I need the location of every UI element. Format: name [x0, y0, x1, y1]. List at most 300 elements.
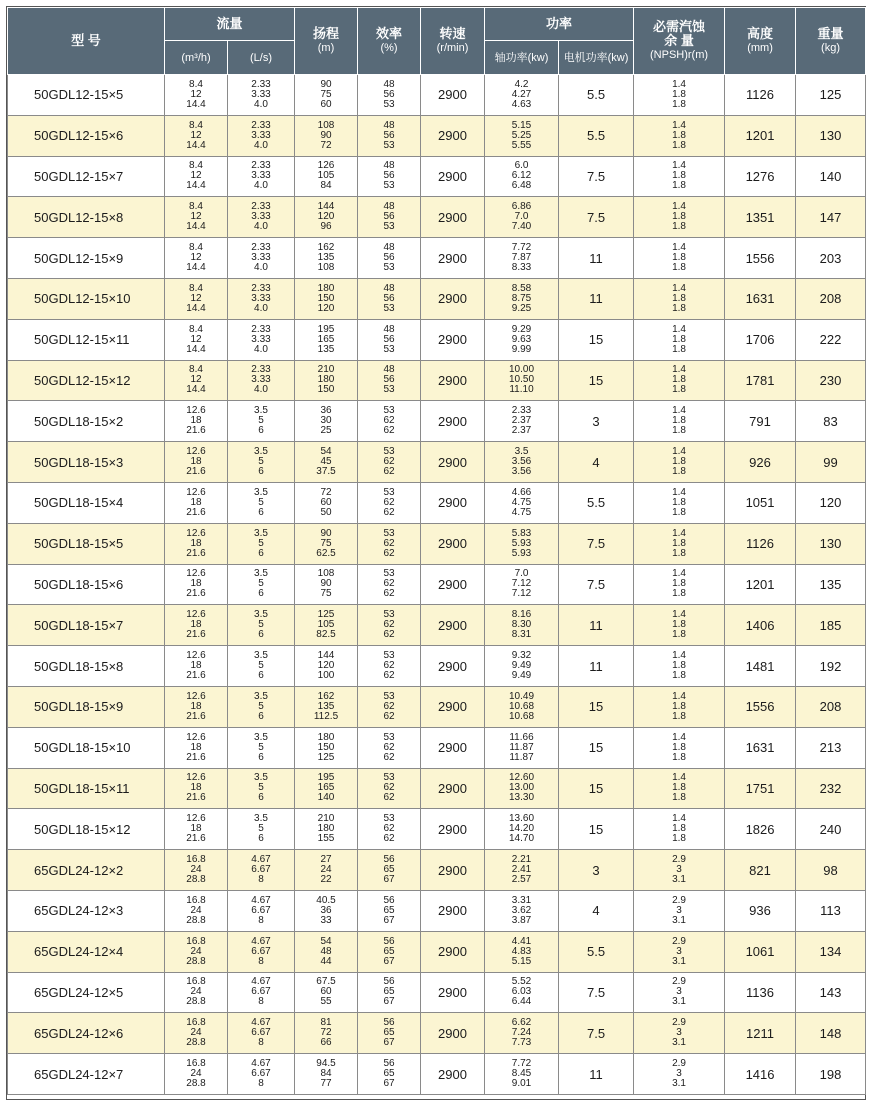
cell-value: 56 — [383, 854, 395, 866]
cell-value: 2.9 — [672, 1058, 686, 1070]
table-row — [8, 646, 866, 687]
speed-cell: 2900 — [421, 401, 485, 442]
cell-value: 14.4 — [186, 139, 206, 151]
cell-value: 1.4 — [672, 813, 686, 825]
cell-value: 2.37 — [511, 415, 532, 427]
speed-cell: 2900 — [421, 523, 485, 564]
cell-value: 53 — [383, 302, 395, 314]
efficiency-cell — [358, 809, 421, 850]
table-body — [8, 75, 866, 1095]
cell-value: 1.8 — [672, 180, 686, 192]
motor-power-cell: 7.5 — [559, 523, 634, 564]
cell-value: 1.8 — [672, 578, 686, 590]
cell-value: 53 — [383, 813, 395, 825]
speed-cell: 2900 — [421, 809, 485, 850]
motor-power-cell: 7.5 — [559, 197, 634, 238]
height-cell: 1706 — [725, 319, 796, 360]
cell-value: 62 — [383, 670, 395, 682]
cell-value: 56 — [383, 170, 395, 182]
flow-ls-cell — [228, 646, 295, 687]
cell-value: 3.5 — [254, 813, 268, 825]
cell-value: 1.8 — [672, 629, 686, 641]
npsh-cell — [634, 319, 725, 360]
header-npsh-line2: 余 量 — [664, 33, 694, 48]
cell-value: 62 — [383, 619, 395, 631]
cell-value: 48 — [383, 201, 395, 213]
flow-m3h-cell — [165, 727, 228, 768]
cell-value: 8 — [258, 996, 264, 1008]
model-cell: 65GDL24-12×7 — [8, 1054, 165, 1095]
weight-cell: 98 — [796, 850, 866, 891]
weight-cell: 240 — [796, 809, 866, 850]
motor-power-cell: 15 — [559, 686, 634, 727]
cell-value: 6 — [258, 792, 264, 804]
weight-cell: 143 — [796, 972, 866, 1013]
cell-value: 7.24 — [511, 1027, 532, 1039]
header-head-unit: (m) — [317, 42, 335, 54]
cell-value: 6 — [258, 547, 264, 559]
speed-cell: 2900 — [421, 646, 485, 687]
cell-value: 8.4 — [189, 242, 203, 254]
cell-value: 120 — [317, 302, 335, 314]
efficiency-cell — [358, 360, 421, 401]
cell-value: 48 — [383, 242, 395, 254]
header-npsh-line1: 必需汽蚀 — [653, 19, 706, 34]
cell-value: 6 — [258, 833, 264, 845]
motor-power-cell: 11 — [559, 646, 634, 687]
npsh-cell — [634, 401, 725, 442]
cell-value: 62 — [383, 660, 395, 672]
cell-value: 1.8 — [672, 823, 686, 835]
cell-value: 4.41 — [511, 935, 532, 947]
cell-value: 1.4 — [672, 772, 686, 784]
height-cell: 1406 — [725, 605, 796, 646]
cell-value: 7.12 — [511, 588, 532, 600]
cell-value: 1.8 — [672, 660, 686, 672]
header-flow-unit-m3h: (m³/h) — [165, 41, 228, 75]
cell-value: 6 — [258, 466, 264, 478]
cell-value: 24 — [190, 1068, 202, 1080]
cell-value: 90 — [320, 527, 332, 539]
cell-value: 3.1 — [672, 874, 686, 886]
motor-power-cell: 7.5 — [559, 156, 634, 197]
cell-value: 8 — [258, 955, 264, 967]
shaft-power-cell — [485, 809, 559, 850]
cell-value: 1.8 — [672, 384, 686, 396]
cell-value: 37.5 — [316, 466, 336, 478]
cell-value: 60 — [320, 496, 332, 508]
cell-value: 60 — [320, 98, 332, 110]
height-cell: 1126 — [725, 523, 796, 564]
header-motor-power: 电机功率(kw) — [559, 41, 634, 75]
cell-value: 105 — [317, 619, 335, 631]
cell-value: 2.57 — [511, 874, 532, 886]
cell-value: 13.00 — [509, 782, 535, 794]
cell-value: 10.49 — [509, 690, 535, 702]
cell-value: 108 — [317, 262, 335, 274]
npsh-cell — [634, 442, 725, 483]
flow-m3h-cell — [165, 809, 228, 850]
cell-value: 62 — [383, 710, 395, 722]
flow-m3h-cell — [165, 278, 228, 319]
cell-value: 210 — [317, 813, 335, 825]
model-cell: 50GDL18-15×4 — [8, 482, 165, 523]
cell-value: 8.31 — [511, 629, 532, 641]
flow-ls-cell — [228, 360, 295, 401]
flow-ls-cell — [228, 197, 295, 238]
cell-value: 4.63 — [511, 98, 532, 110]
motor-power-cell: 7.5 — [559, 1013, 634, 1054]
cell-value: 56 — [383, 935, 395, 947]
cell-value: 2.21 — [511, 854, 532, 866]
npsh-cell — [634, 890, 725, 931]
cell-value: 22 — [320, 874, 332, 886]
cell-value: 1.8 — [672, 170, 686, 182]
cell-value: 18 — [190, 782, 202, 794]
pump-spec-table — [7, 7, 866, 1095]
flow-ls-cell — [228, 931, 295, 972]
cell-value: 53 — [383, 180, 395, 192]
speed-cell: 2900 — [421, 890, 485, 931]
cell-value: 1.8 — [672, 211, 686, 223]
weight-cell: 198 — [796, 1054, 866, 1095]
cell-value: 1.8 — [672, 496, 686, 508]
cell-value: 14.4 — [186, 98, 206, 110]
cell-value: 5 — [258, 823, 264, 835]
cell-value: 5 — [258, 415, 264, 427]
cell-value: 10.68 — [509, 710, 535, 722]
npsh-cell — [634, 727, 725, 768]
cell-value: 8.4 — [189, 282, 203, 294]
cell-value: 12 — [190, 333, 202, 345]
npsh-cell — [634, 850, 725, 891]
cell-value: 62 — [383, 833, 395, 845]
cell-value: 4.0 — [254, 221, 268, 233]
cell-value: 67 — [383, 1037, 395, 1049]
cell-value: 30 — [320, 415, 332, 427]
efficiency-cell — [358, 1054, 421, 1095]
cell-value: 1.8 — [672, 415, 686, 427]
cell-value: 3.5 — [254, 486, 268, 498]
cell-value: 53 — [383, 650, 395, 662]
head-cell — [295, 442, 358, 483]
npsh-cell — [634, 768, 725, 809]
head-cell — [295, 1013, 358, 1054]
cell-value: 2.33 — [251, 282, 271, 294]
cell-value: 1.8 — [672, 88, 686, 100]
shaft-power-cell — [485, 1054, 559, 1095]
height-cell: 1631 — [725, 278, 796, 319]
motor-power-cell: 15 — [559, 809, 634, 850]
flow-ls-cell — [228, 1054, 295, 1095]
height-cell: 1826 — [725, 809, 796, 850]
cell-value: 2.33 — [251, 201, 271, 213]
cell-value: 1.8 — [672, 700, 686, 712]
cell-value: 1.8 — [672, 252, 686, 264]
cell-value: 12.6 — [186, 405, 206, 417]
cell-value: 54 — [320, 935, 332, 947]
motor-power-cell: 15 — [559, 768, 634, 809]
cell-value: 21.6 — [186, 710, 206, 722]
speed-cell: 2900 — [421, 442, 485, 483]
head-cell — [295, 972, 358, 1013]
cell-value: 72 — [320, 1027, 332, 1039]
flow-m3h-cell — [165, 238, 228, 279]
cell-value: 94.5 — [316, 1058, 336, 1070]
cell-value: 16.8 — [186, 976, 206, 988]
cell-value: 48 — [383, 160, 395, 172]
cell-value: 9.49 — [511, 670, 532, 682]
cell-value: 75 — [320, 588, 332, 600]
cell-value: 14.20 — [509, 823, 535, 835]
cell-value: 4.67 — [251, 1058, 271, 1070]
flow-ls-cell — [228, 319, 295, 360]
cell-value: 33 — [320, 914, 332, 926]
height-cell: 1126 — [725, 75, 796, 116]
weight-cell: 148 — [796, 1013, 866, 1054]
shaft-power-cell — [485, 850, 559, 891]
model-cell: 50GDL12-15×9 — [8, 238, 165, 279]
cell-value: 2.9 — [672, 894, 686, 906]
flow-ls-cell — [228, 768, 295, 809]
cell-value: 2.37 — [511, 425, 532, 437]
cell-value: 108 — [317, 568, 335, 580]
motor-power-cell: 4 — [559, 442, 634, 483]
cell-value: 7.0 — [514, 568, 529, 580]
header-weight-label: 重量 — [817, 26, 844, 41]
npsh-cell — [634, 931, 725, 972]
speed-cell: 2900 — [421, 1013, 485, 1054]
efficiency-cell — [358, 482, 421, 523]
cell-value: 53 — [383, 568, 395, 580]
flow-m3h-cell — [165, 768, 228, 809]
cell-value: 180 — [317, 731, 335, 743]
cell-value: 48 — [383, 78, 395, 90]
cell-value: 36 — [320, 405, 332, 417]
cell-value: 62 — [383, 496, 395, 508]
cell-value: 108 — [317, 119, 335, 131]
cell-value: 7.87 — [511, 252, 532, 264]
cell-value: 84 — [320, 1068, 332, 1080]
cell-value: 12.6 — [186, 446, 206, 458]
efficiency-cell — [358, 646, 421, 687]
cell-value: 9.32 — [511, 650, 532, 662]
shaft-power-cell — [485, 115, 559, 156]
flow-ls-cell — [228, 1013, 295, 1054]
cell-value: 11.10 — [509, 384, 534, 396]
flow-m3h-cell — [165, 931, 228, 972]
height-cell: 1061 — [725, 931, 796, 972]
table-row — [8, 850, 866, 891]
cell-value: 1.8 — [672, 833, 686, 845]
shaft-power-cell — [485, 401, 559, 442]
model-cell: 50GDL18-15×10 — [8, 727, 165, 768]
cell-value: 1.4 — [672, 364, 686, 376]
cell-value: 12 — [190, 292, 202, 304]
weight-cell: 130 — [796, 115, 866, 156]
cell-value: 126 — [317, 160, 335, 172]
head-cell — [295, 1054, 358, 1095]
speed-cell: 2900 — [421, 482, 485, 523]
cell-value: 165 — [317, 782, 335, 794]
cell-value: 21.6 — [186, 506, 206, 518]
cell-value: 67 — [383, 1078, 395, 1090]
cell-value: 53 — [383, 221, 395, 233]
speed-cell: 2900 — [421, 850, 485, 891]
weight-cell: 134 — [796, 931, 866, 972]
cell-value: 1.8 — [672, 302, 686, 314]
cell-value: 2.41 — [511, 864, 532, 876]
head-cell — [295, 768, 358, 809]
cell-value: 62 — [383, 547, 395, 559]
cell-value: 56 — [383, 292, 395, 304]
speed-cell: 2900 — [421, 238, 485, 279]
header-power: 功率 — [485, 8, 634, 41]
cell-value: 62 — [383, 700, 395, 712]
cell-value: 24 — [190, 904, 202, 916]
cell-value: 14.4 — [186, 384, 206, 396]
table-row — [8, 564, 866, 605]
cell-value: 11.87 — [509, 741, 534, 753]
shaft-power-cell — [485, 646, 559, 687]
npsh-cell — [634, 360, 725, 401]
cell-value: 10.68 — [509, 700, 535, 712]
cell-value: 6.86 — [511, 201, 532, 213]
efficiency-cell — [358, 115, 421, 156]
table-row — [8, 238, 866, 279]
flow-m3h-cell — [165, 523, 228, 564]
flow-ls-cell — [228, 686, 295, 727]
cell-value: 125 — [317, 609, 335, 621]
cell-value: 150 — [317, 384, 335, 396]
cell-value: 65 — [383, 986, 395, 998]
cell-value: 1.8 — [672, 129, 686, 141]
header-efficiency — [358, 8, 421, 75]
cell-value: 56 — [383, 976, 395, 988]
cell-value: 40.5 — [316, 894, 336, 906]
height-cell: 1211 — [725, 1013, 796, 1054]
height-cell: 926 — [725, 442, 796, 483]
cell-value: 75 — [320, 88, 332, 100]
npsh-cell — [634, 197, 725, 238]
cell-value: 13.60 — [509, 813, 535, 825]
cell-value: 1.8 — [672, 139, 686, 151]
efficiency-cell — [358, 156, 421, 197]
efficiency-cell — [358, 890, 421, 931]
cell-value: 56 — [383, 374, 395, 386]
cell-value: 4.0 — [254, 343, 268, 355]
cell-value: 62 — [383, 537, 395, 549]
model-cell: 50GDL12-15×12 — [8, 360, 165, 401]
cell-value: 3.31 — [511, 894, 532, 906]
cell-value: 13.30 — [509, 792, 535, 804]
cell-value: 5 — [258, 741, 264, 753]
cell-value: 2.9 — [672, 1017, 686, 1029]
cell-value: 53 — [383, 343, 395, 355]
model-cell: 50GDL12-15×5 — [8, 75, 165, 116]
head-cell — [295, 564, 358, 605]
cell-value: 5.93 — [511, 547, 532, 559]
head-cell — [295, 115, 358, 156]
cell-value: 9.99 — [511, 343, 532, 355]
cell-value: 4.67 — [251, 894, 271, 906]
flow-m3h-cell — [165, 360, 228, 401]
weight-cell: 120 — [796, 482, 866, 523]
table-row — [8, 197, 866, 238]
model-cell: 50GDL18-15×7 — [8, 605, 165, 646]
flow-ls-cell — [228, 972, 295, 1013]
cell-value: 5 — [258, 660, 264, 672]
cell-value: 6.67 — [251, 904, 271, 916]
head-cell — [295, 238, 358, 279]
cell-value: 18 — [190, 456, 202, 468]
cell-value: 5 — [258, 456, 264, 468]
cell-value: 3.62 — [511, 904, 532, 916]
head-cell — [295, 156, 358, 197]
cell-value: 1.8 — [672, 547, 686, 559]
cell-value: 28.8 — [186, 1078, 206, 1090]
cell-value: 4.66 — [511, 486, 532, 498]
cell-value: 4.27 — [511, 88, 532, 100]
cell-value: 1.8 — [672, 506, 686, 518]
cell-value: 6.62 — [511, 1017, 532, 1029]
cell-value: 1.8 — [672, 751, 686, 763]
flow-m3h-cell — [165, 605, 228, 646]
cell-value: 1.8 — [672, 741, 686, 753]
height-cell: 1051 — [725, 482, 796, 523]
cell-value: 1.8 — [672, 343, 686, 355]
cell-value: 62 — [383, 415, 395, 427]
weight-cell: 185 — [796, 605, 866, 646]
flow-ls-cell — [228, 401, 295, 442]
cell-value: 5.55 — [511, 139, 532, 151]
efficiency-cell — [358, 850, 421, 891]
height-cell: 1416 — [725, 1054, 796, 1095]
height-cell: 1751 — [725, 768, 796, 809]
cell-value: 1.4 — [672, 731, 686, 743]
flow-m3h-cell — [165, 564, 228, 605]
cell-value: 21.6 — [186, 751, 206, 763]
shaft-power-cell — [485, 75, 559, 116]
model-cell: 50GDL18-15×6 — [8, 564, 165, 605]
model-cell: 50GDL18-15×12 — [8, 809, 165, 850]
cell-value: 4.0 — [254, 180, 268, 192]
cell-value: 3.33 — [251, 129, 271, 141]
cell-value: 12.6 — [186, 527, 206, 539]
cell-value: 28.8 — [186, 874, 206, 886]
cell-value: 18 — [190, 700, 202, 712]
cell-value: 150 — [317, 292, 335, 304]
cell-value: 3.5 — [254, 527, 268, 539]
height-cell: 936 — [725, 890, 796, 931]
cell-value: 135 — [317, 343, 335, 355]
cell-value: 67 — [383, 914, 395, 926]
cell-value: 112.5 — [313, 710, 339, 722]
flow-m3h-cell — [165, 890, 228, 931]
cell-value: 6 — [258, 629, 264, 641]
cell-value: 9.49 — [511, 660, 532, 672]
cell-value: 3.56 — [511, 466, 532, 478]
head-cell — [295, 197, 358, 238]
cell-value: 7.73 — [511, 1037, 532, 1049]
cell-value: 8 — [258, 1078, 264, 1090]
cell-value: 16.8 — [186, 894, 206, 906]
head-cell — [295, 360, 358, 401]
cell-value: 16.8 — [186, 854, 206, 866]
cell-value: 16.8 — [186, 1058, 206, 1070]
motor-power-cell: 4 — [559, 890, 634, 931]
header-head — [295, 8, 358, 75]
